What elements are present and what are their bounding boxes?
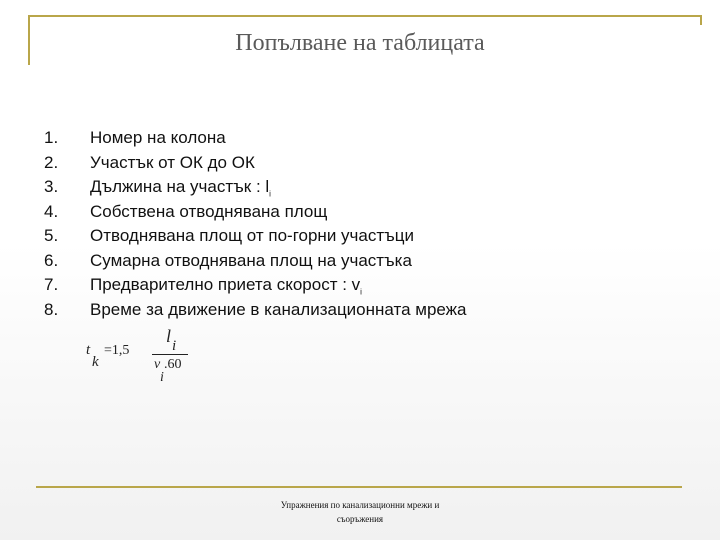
formula-denominator-i: i (160, 370, 164, 385)
item-text: Дължина на участък : l (90, 177, 270, 196)
list-item (44, 273, 467, 298)
formula-numerator-i: i (172, 338, 177, 354)
formula-denominator-rest: .60 (164, 357, 182, 372)
item-number: 8. (44, 299, 59, 319)
fraction-bar (152, 354, 188, 355)
slide-title: Попълване на таблицата (235, 30, 485, 56)
item-subscript: i (360, 287, 362, 297)
item-text: Участък от ОК до ОК (90, 152, 255, 172)
list-item (44, 249, 467, 274)
formula-k: k (92, 354, 99, 370)
formula-equals: =1,5 (104, 343, 130, 358)
item-number: 2. (44, 152, 59, 172)
formula-denominator-v: v (154, 357, 161, 372)
formula-numerator-l: l (166, 326, 172, 346)
numbered-list (44, 126, 467, 322)
item-number: 1. (44, 128, 59, 147)
item-subscript: i (269, 189, 271, 199)
footer-line-1: Упражнения по канализационни мрежи и (280, 500, 440, 510)
list-item (44, 151, 467, 176)
frame-line-right (700, 15, 702, 25)
item-text: Отводнявана площ от по-горни участъци (90, 226, 414, 245)
item-text: Сумарна отводнявана площ на участъка (90, 250, 412, 270)
list-item (44, 224, 467, 249)
item-text: Собствена отводнявана площ (90, 201, 328, 221)
list-item (44, 200, 467, 225)
item-number: 3. (44, 177, 59, 196)
formula (86, 326, 206, 386)
item-text: Предварително приета скорост : v (90, 275, 361, 294)
frame-line-top (28, 15, 702, 17)
formula-t: t (86, 342, 91, 358)
list-item (44, 126, 467, 151)
item-number: 5. (44, 226, 59, 245)
footer-line-2: съоръжения (336, 514, 384, 524)
footer-rule (36, 486, 682, 488)
item-number: 6. (44, 250, 59, 270)
list-item (44, 298, 467, 323)
footer (250, 498, 470, 526)
list-item (44, 175, 467, 200)
item-number: 7. (44, 275, 59, 294)
item-number: 4. (44, 201, 59, 221)
item-text: Номер на колона (90, 128, 226, 147)
item-text: Време за движение в канализационната мрежа (90, 299, 467, 319)
